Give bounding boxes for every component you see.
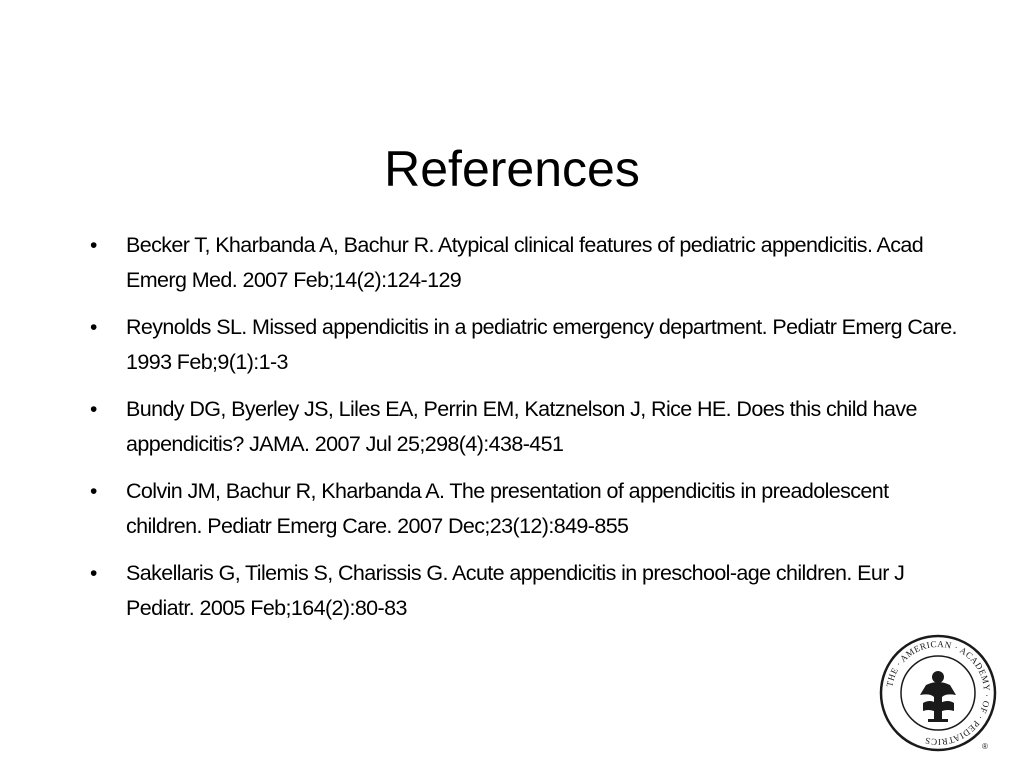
bullet-icon: • (90, 234, 97, 257)
bullet-icon: • (90, 316, 97, 339)
reference-text: Sakellaris G, Tilemis S, Charissis G. Acute appendicitis in preschool-age children. Eur J Pediatr. 2005 Feb;164(2):80-83 (126, 561, 905, 620)
reference-text: Reynolds SL. Missed appendicitis in a pediatric emergency department. Pediatr Emerg Care. 1993 Feb;9(1):1-3 (126, 315, 957, 374)
seal-ring-text: THE · AMERICAN · ACADEMY · OF · PEDIATRICS (884, 638, 993, 748)
reference-item (90, 474, 960, 544)
reference-text: Bundy DG, Byerley JS, Liles EA, Perrin EM, Katznelson J, Rice HE. Does this child have appendicitis? JAMA. 2007 Jul 25;298(4):438-451 (126, 397, 917, 456)
bullet-icon: • (90, 562, 97, 585)
slide-title: References (384, 140, 640, 197)
reference-text: Becker T, Kharbanda A, Bachur R. Atypical clinical features of pediatric appendicitis. Acad Emerg Med. 2007 Feb;14(2):124-129 (126, 233, 924, 292)
registered-mark: ® (982, 742, 988, 751)
reference-item (90, 228, 960, 298)
reference-item (90, 392, 960, 462)
reference-item (90, 556, 960, 626)
reference-list (90, 228, 960, 638)
reference-text: Colvin JM, Bachur R, Kharbanda A. The presentation of appendicitis in preadolescent children. Pediatr Emerg Care. 2007 Dec;23(12):849-855 (126, 479, 889, 538)
bullet-icon: • (90, 398, 97, 421)
bullet-icon: • (90, 480, 97, 503)
aap-seal-logo (878, 633, 998, 753)
seal-figure-icon (920, 671, 956, 722)
reference-item (90, 310, 960, 380)
